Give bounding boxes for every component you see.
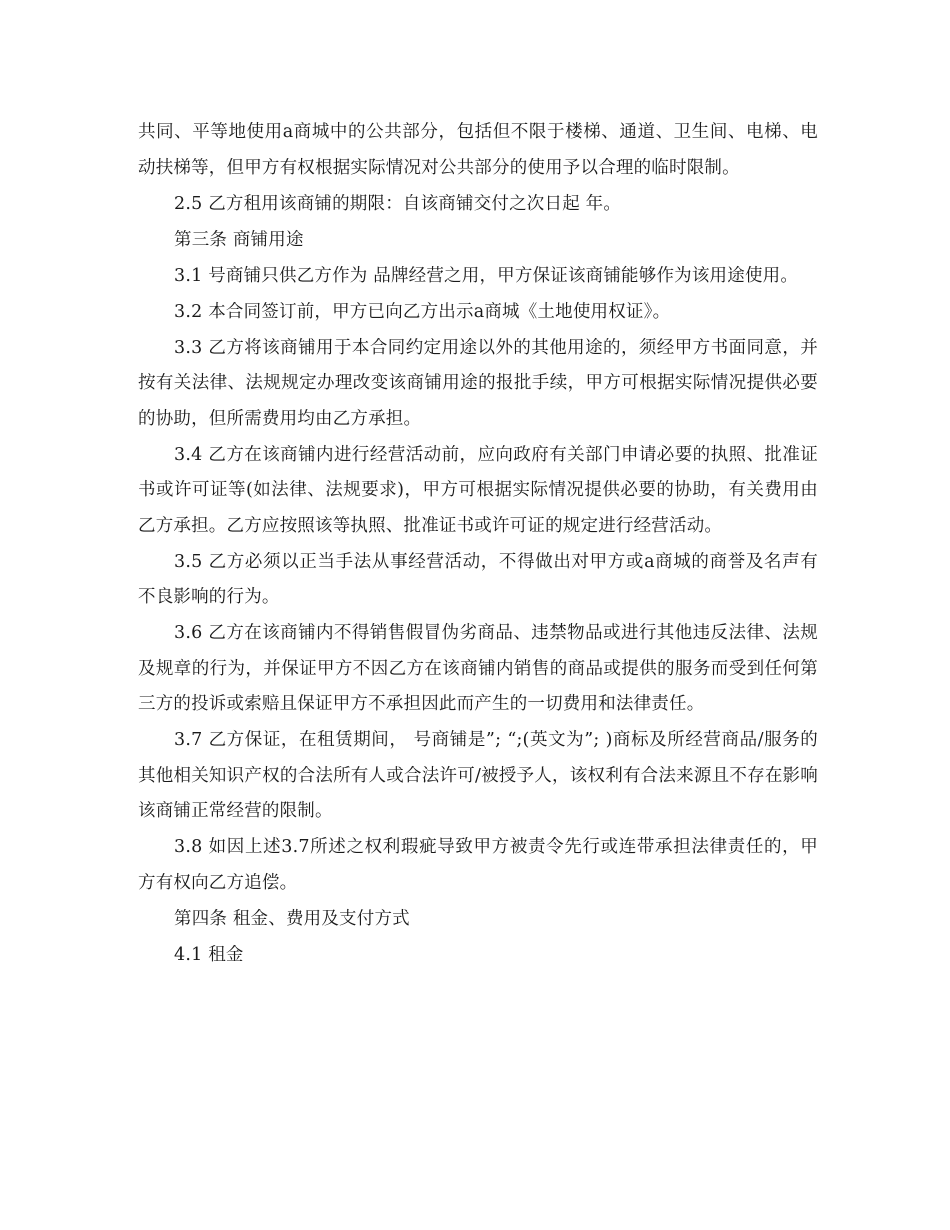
subsection-heading: 4.1 租金 <box>174 944 244 965</box>
paragraph: 3.6 乙方在该商铺内不得销售假冒伪劣商品、违禁物品或进行其他违反法律、法规及规章的行为，并保证甲方不因乙方在该商铺内销售的商品或提供的服务而受到任何第三方的投诉或索赔且保证甲方不承担因此而产生的一切费用和法律责任。 <box>138 623 818 714</box>
paragraph: 3.2 本合同签订前，甲方已向乙方出示a商城《土地使用权证》。 <box>174 301 671 322</box>
paragraph: 3.8 如因上述3.7所述之权利瑕疵导致甲方被责令先行或连带承担法律责任的，甲方有权向乙方追偿。 <box>138 837 818 893</box>
paragraph: 2.5 乙方租用该商铺的期限：自该商铺交付之次日起 年。 <box>174 193 622 214</box>
paragraph: 3.3 乙方将该商铺用于本合同约定用途以外的其他用途的，须经甲方书面同意，并按有关法律、法规规定办理改变该商铺用途的报批手续，甲方可根据实际情况提供必要的协助，但所需费用均由乙方承担。 <box>138 337 818 429</box>
paragraph: 3.1 号商铺只供乙方作为 品牌经营之用，甲方保证该商铺能够作为该用途使用。 <box>174 265 799 286</box>
document-body <box>138 115 818 974</box>
paragraph: 3.5 乙方必须以正当手法从事经营活动，不得做出对甲方或a商城的商誉及名声有不良影响的行为。 <box>138 551 818 607</box>
section-heading: 第三条 商铺用途 <box>174 229 304 250</box>
paragraph: 3.7 乙方保证，在租赁期间， 号商铺是”; “;(英文为”; )商标及所经营商品/服务的其他相关知识产权的合法所有人或合法许可/被授予人，该权利有合法来源且不存在影响该商铺正常经营的限制。 <box>138 730 818 821</box>
paragraph: 3.4 乙方在该商铺内进行经营活动前，应向政府有关部门申请必要的执照、批准证书或许可证等(如法律、法规要求)，甲方可根据实际情况提供必要的协助，有关费用由乙方承担。乙方应按照该等执照、批准证书或许可证的规定进行经营活动。 <box>138 444 818 536</box>
section-heading: 第四条 租金、费用及支付方式 <box>174 908 410 929</box>
paragraph: 共同、平等地使用a商城中的公共部分，包括但不限于楼梯、通道、卫生间、电梯、电动扶梯等，但甲方有权根据实际情况对公共部分的使用予以合理的临时限制。 <box>138 122 818 178</box>
